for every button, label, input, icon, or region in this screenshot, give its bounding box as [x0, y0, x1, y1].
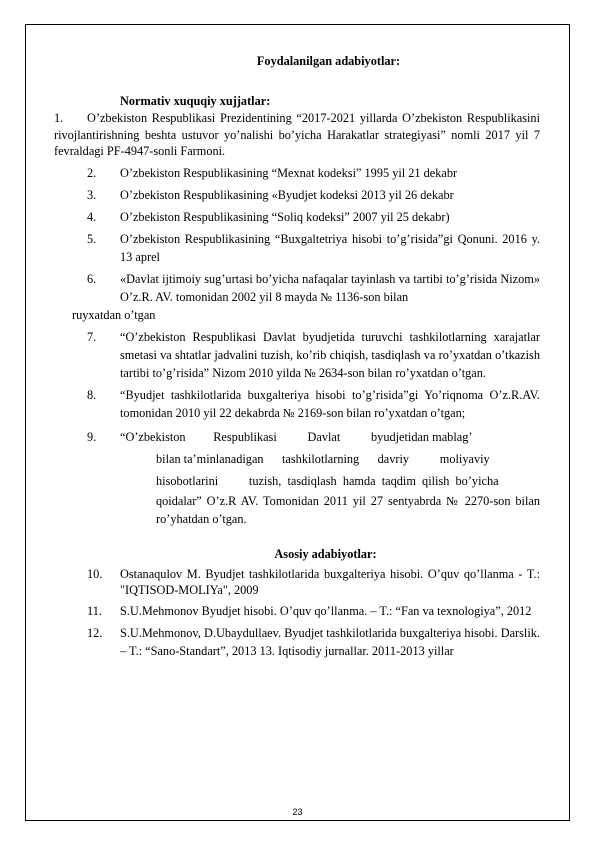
- page-title: Foydalanilgan adabiyotlar:: [256, 54, 401, 68]
- reference-item-6-continuation: ruyxatdan o’tgan: [72, 307, 156, 322]
- reference-item-6: 6. «Davlat ijtimoiy sug’urtasi bo’yicha nafaqalar tayinlash va tartibi to’g’risida Nizom» O’z.R. AV. tomonidan 2002 yil 8 mayda № 1136-son bilan: [87, 271, 540, 304]
- normativ-heading: Normativ xuquqiy xujjatlar:: [120, 94, 271, 108]
- reference-item-8: 8. “Byudjet tashkilotlarida buxgalteriya hisobi to’g’risida”gi Yo’riqnoma O’z.R.AV. tomonidan 2010 yil 22 dekabrda № 2169-son bilan ro’yxatdan o’tgan;: [87, 387, 540, 420]
- asosiy-heading: Asosiy adabiyotlar:: [274, 546, 377, 561]
- reference-item-9-line-2: bilan ta’minlanadigan tashkilotlarning davriy moliyaviy: [156, 451, 490, 466]
- reference-item-5: 5. O’zbekiston Respublikasining “Buxgaltetriya hisobi to’g’risida”gi Qonuni. 2016 y. 13 aprel: [87, 231, 540, 264]
- document-body: [54, 52, 540, 660]
- reference-item-7: 7. “O’zbekiston Respublikasi Davlat byudjetida turuvchi tashkilotlarning xarajatlar smetasi va shtatlar jadvalini tuzish, ko’rib chiqish, tasdiqlash va ro’yxatdan o’tkazish tartibi to’g’risida” Nizom 2010 yilda № 2634-son bilan ro’yxatdan o’tgan.: [87, 329, 540, 380]
- reference-item-9-line-3: hisobotlarini tuzish, tasdiqlash hamda taqdim qilish bo’yicha: [156, 473, 499, 488]
- reference-item-9-line-1: “O’zbekiston Respublikasi Davlat byudjetidan mablag’: [120, 429, 473, 444]
- page-number: 23: [292, 807, 303, 817]
- reference-item-10: 10. Ostanaqulov M. Byudjet tashkilotlarida buxgalteriya hisobi. O’quv qo’llanma - T.: "IQTISOD-MOLIYa", 2009: [87, 566, 540, 597]
- reference-item-11: 11. S.U.Mehmonov Byudjet hisobi. O’quv qo’llanma. – T.: “Fan va texnologiya”, 2012: [87, 603, 532, 618]
- reference-item-1: 1. O’zbekiston Respublikasi Prezidentining “2017-2021 yillarda O’zbekiston Respublikasini rivojlantirishning beshta ustuvor yo’nalishi bo’yicha Harakatlar strategiyasi” nomli 2017 yil 7 fevraldagi PF-4947-sonli Farmoni.: [54, 111, 540, 158]
- reference-item-2: 2. O’zbekiston Respublikasining “Mexnat kodeksi” 1995 yil 21 dekabr: [87, 165, 458, 180]
- reference-item-9-rest: qoidalar” O’z.R AV. Tomonidan 2011 yil 27 sentyabrda № 2270-son bilan ro’yhatdan o’tgan.: [156, 493, 540, 526]
- reference-item-4: 4. O’zbekiston Respublikasining “Soliq kodeksi” 2007 yil 25 dekabr): [87, 209, 450, 224]
- reference-item-3: 3. O’zbekiston Respublikasining «Byudjet kodeksi 2013 yil 26 dekabr: [87, 187, 454, 202]
- reference-item-12: 12. S.U.Mehmonov, D.Ubaydullaev. Byudjet tashkilotlarida buxgalteriya hisobi. Darslik. – T.: “Sano-Standart”, 2013 13. Iqtisodiy jurnallar. 2011-2013 yillar: [87, 625, 540, 658]
- reference-item-9: 9. “O’zbekiston Respublikasi Davlat byudjetidan mablag’ bilan ta’minlanadigan tashkilotlarning davriy moliyaviy hisobotlarini tuzish, tasdiqlash hamda taqdim qilish bo’yicha qoidalar” O’z.R AV. Tomonidan 2011 yil 27 sentyabrda № 2270-son bilan ro’yhatdan o’tgan.: [87, 426, 540, 528]
